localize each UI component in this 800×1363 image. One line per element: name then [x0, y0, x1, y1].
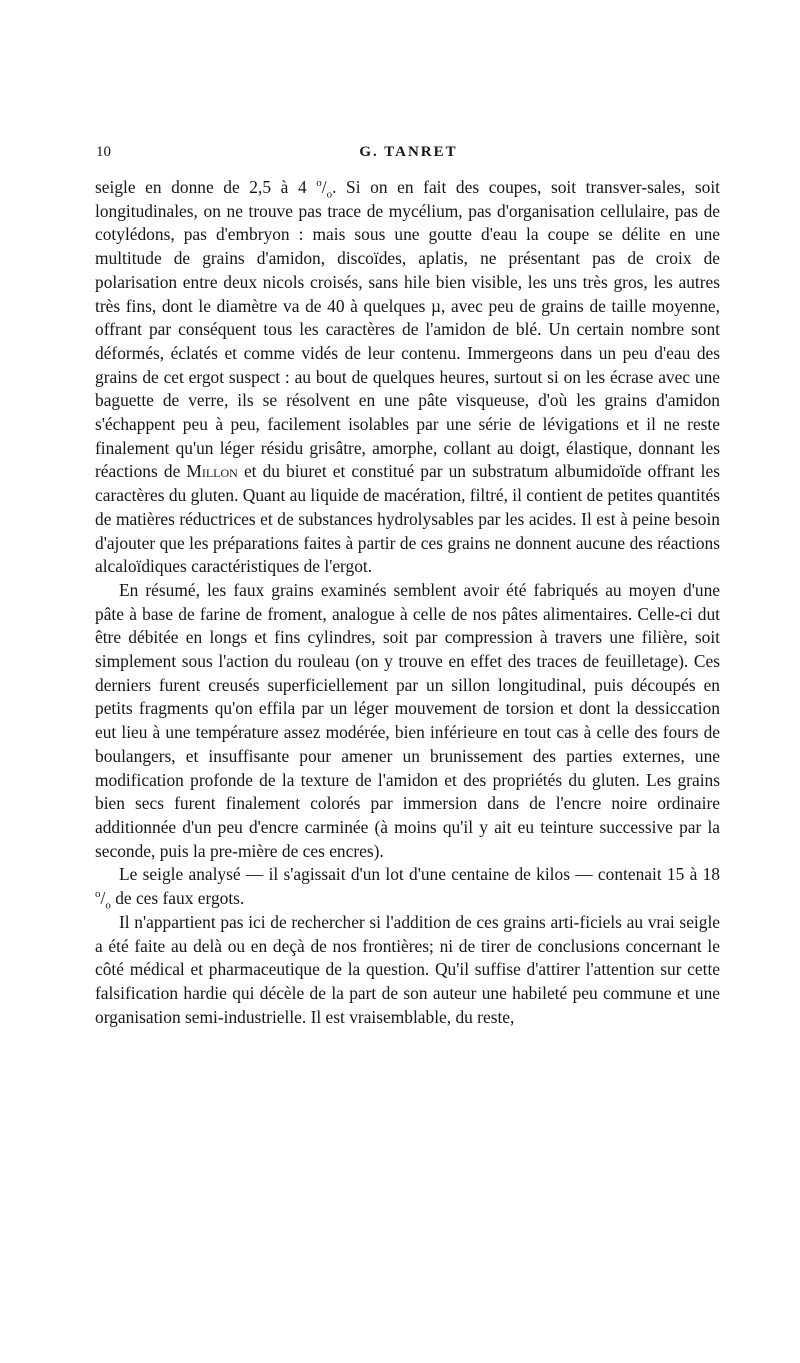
paragraph-3-text-a: Le seigle analysé — il s'agissait d'un lot d'une centaine de kilos — contenait 15 à 18 [119, 864, 720, 885]
paragraph-1 [95, 176, 720, 579]
paragraph-1-text-c: et du biuret et constitué par un substratum albumidoïde offrant les caractères du gluten. Quant au liquide de macération, filtré, il contient de petites quantités de matières réductrices et de substances hydrolysables par les acides. Il est à peine besoin d'ajouter que les préparations faites à partir de ces grains ne donnent aucune des réactions alcaloïdiques caractéristiques de l'ergot. [95, 461, 720, 577]
paragraph-4: Il n'appartient pas ici de rechercher si l'addition de ces grains arti-ficiels au vrai seigle a été faite au delà ou en deçà de nos frontières; ni de tirer de conclusions concernant le côté médical et pharmaceutique de la question. Qu'il suffise d'attirer l'attention sur cette falsification hardie qui décèle de la part de son auteur une habileté peu commune et une organisation semi-industrielle. Il est vraisemblable, du reste, [95, 911, 720, 1027]
paragraph-2: En résumé, les faux grains examinés semblent avoir été fabriqués au moyen d'une pâte à base de farine de froment, analogue à celle de nos pâtes alimentaires. Celle-ci dut être débitée en longs et fins cylindres, soit par compression à travers une filière, soit simplement sous l'action du rouleau (on y trouve en effet des traces de feuilletage). Ces derniers furent creusés superficiellement par un sillon longitudinal, puis découpés en petits fragments qu'on effila par un léger mouvement de torsion et dont la dessiccation eut lieu à une température assez modérée, bien inférieure en tout cas à celle des fours de boulangers, et insuffisante pour amener un brunissement des parties externes, une modification profonde de la texture de l'amidon et des propriétés du gluten. Les grains bien secs furent finalement colorés par immersion dans de l'encre noire ordinaire additionnée d'un peu d'encre carminée (à moins qu'il y ait eu teinture successive par la seconde, puis la pre-mière de ces encres). [95, 579, 720, 861]
paragraph-1-text-a: seigle en donne de 2,5 à 4 [95, 177, 317, 197]
running-head-author: G. TANRET [359, 144, 458, 160]
percent-sign-sup: o [316, 177, 322, 190]
running-head [96, 144, 721, 166]
percent-sign-slash: / [100, 888, 106, 909]
body-text [95, 176, 720, 1029]
paragraph-3-text-b: de ces faux ergots. [110, 888, 245, 909]
percent-sign-sup: o [95, 888, 101, 901]
percent-sign-sub: o [105, 899, 111, 912]
percent-sign-slash: / [321, 177, 327, 197]
page-number: 10 [96, 144, 111, 160]
paragraph-1-text-b: . Si on en fait des coupes, soit transver-sales, soit longitudinales, on ne trouve pas trace de mycélium, pas d'organisation cellulaire, pas de cotylédons, pas d'embryon : mais sous une goutte d'eau la coupe se délite en une multitude de grains d'amidon, discoïdes, aplatis, ne présentant pas de croix de polarisation entre deux nicols croisés, sans hile bien visible, les uns très gros, les autres très fins, dont le diamètre va de 40 à quelques µ, avec peu de grains de taille moyenne, offrant par conséquent tous les caractères de l'amidon de blé. Un certain nombre sont déformés, éclatés et comme vidés de leur contenu. Immergeons dans un peu d'eau des grains de cet ergot suspect : au bout de quelques heures, surtout si on les écrase avec une baguette de verre, ils se résolvent en une pâte visqueuse, d'où les grains d'amidon s'échappent peu à peu, facilement isolables par une série de lévigations et il ne reste finalement qu'un léger résidu grisâtre, amorphe, collant au doigt, élastique, donnant les réactions de [95, 177, 720, 482]
percent-sign-sub: o [326, 188, 333, 201]
paragraph-3 [95, 863, 720, 910]
author-name-millon: Millon [186, 461, 238, 482]
